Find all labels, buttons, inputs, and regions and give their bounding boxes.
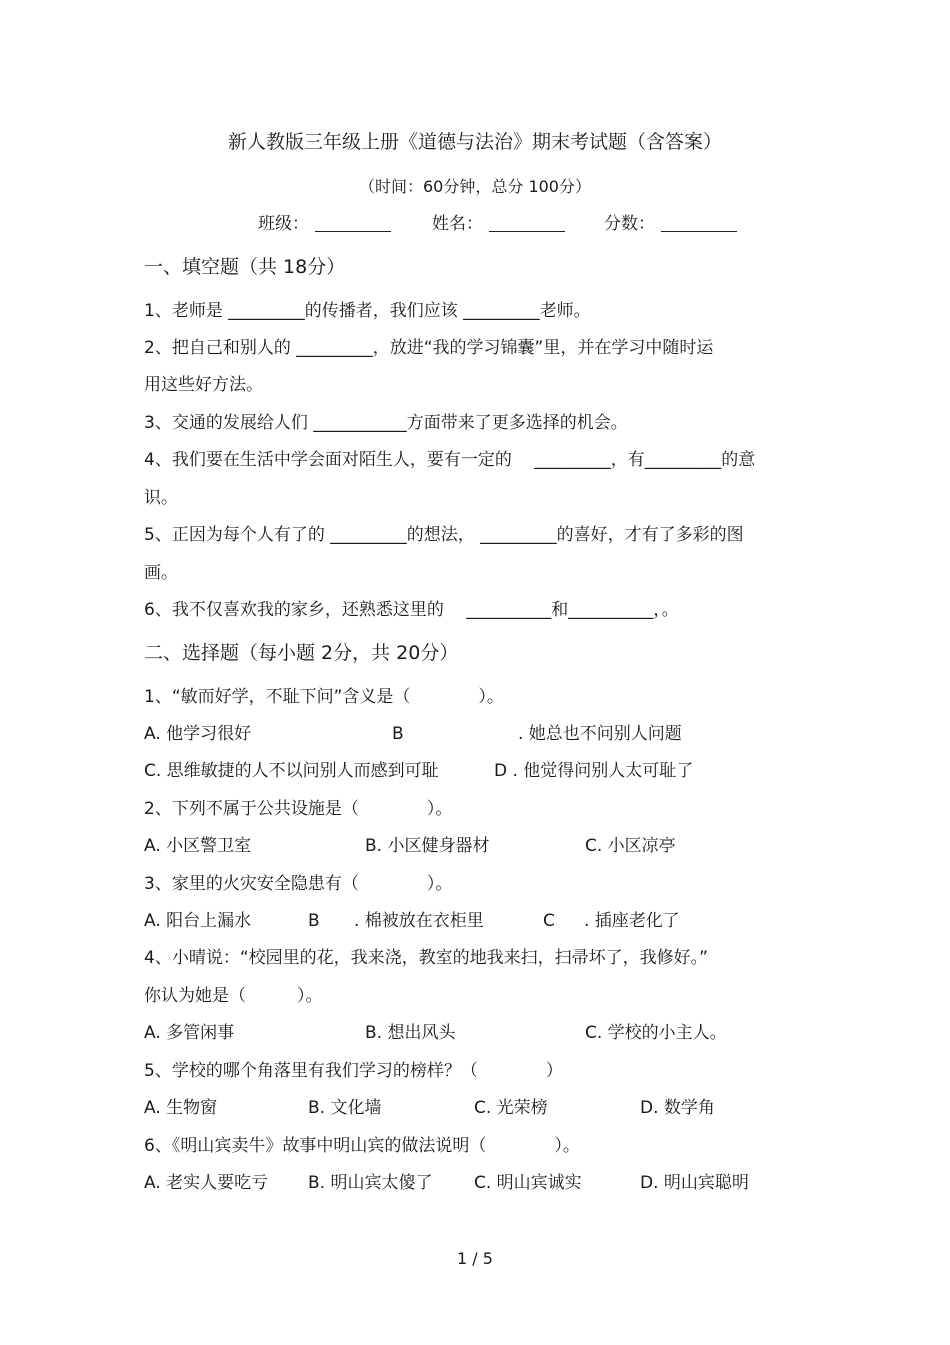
- class-field: [258, 213, 391, 235]
- q2-option-b: B. 小区健身器材: [365, 836, 490, 856]
- fill-question-4-cont: 识。: [144, 488, 178, 508]
- choice-question-3: 3、家里的火灾安全隐患有（ ）。: [144, 874, 453, 894]
- choice-question-6: 6、《明山宾卖牛》故事中明山宾的做法说明（ ）。: [144, 1136, 580, 1156]
- score-label: 分数：: [604, 214, 655, 234]
- q1-option-b-text: . 她总也不问别人问题: [518, 724, 682, 744]
- q5-option-d: D. 数学角: [640, 1098, 715, 1118]
- section-heading-choice: 二、选择题（每小题 2分，共 20分）: [144, 642, 459, 664]
- q4-option-c: C. 学校的小主人。: [585, 1023, 727, 1043]
- page-number: 1 / 5: [457, 1249, 493, 1268]
- section-heading-fill-blank: 一、填空题（共 18分）: [144, 256, 346, 278]
- q6-option-c: C. 明山宾诚实: [474, 1173, 582, 1193]
- page-title: 新人教版三年级上册《道德与法治》期末考试题（含答案）: [227, 131, 722, 153]
- exam-time-and-score: （时间：60分钟，总分 100分）: [359, 177, 591, 196]
- q1-option-a: A. 他学习很好: [144, 724, 252, 744]
- fill-question-1: 1、老师是 _________的传播者，我们应该 _________老师。: [144, 301, 591, 321]
- fill-question-5: 5、正因为每个人有了的 _________的想法， _________的喜好，才有了多彩的图: [144, 525, 744, 545]
- q5-option-c: C. 光荣榜: [474, 1098, 548, 1118]
- class-blank: [315, 215, 391, 232]
- choice-question-5: 5、学校的哪个角落里有我们学习的榜样？（ ）: [144, 1061, 563, 1081]
- class-label: 班级：: [258, 214, 309, 234]
- q3-option-c-text: . 插座老化了: [584, 911, 680, 931]
- q4-option-b: B. 想出风头: [365, 1023, 456, 1043]
- q4-option-a: A. 多管闲事: [144, 1023, 235, 1043]
- name-label: 姓名：: [432, 214, 483, 234]
- name-blank: [489, 215, 565, 232]
- fill-question-2-cont: 用这些好方法。: [144, 375, 263, 395]
- choice-question-4: 4、小晴说：“校园里的花，我来浇，教室的地我来扫，扫帚坏了，我修好。”: [144, 948, 708, 968]
- q2-option-a: A. 小区警卫室: [144, 836, 252, 856]
- q1-option-b-letter: B: [392, 724, 404, 744]
- score-field: [604, 213, 737, 235]
- q3-option-b-text: . 棉被放在衣柜里: [354, 911, 484, 931]
- q3-option-a: A. 阳台上漏水: [144, 911, 252, 931]
- q3-option-c-letter: C: [543, 911, 555, 931]
- fill-question-2: 2、把自己和别人的 _________，放进“我的学习锦囊”里，并在学习中随时运: [144, 338, 714, 358]
- q1-option-c: C. 思维敏捷的人不以问别人而感到可耻: [144, 761, 439, 781]
- fill-question-4: 4、我们要在生活中学会面对陌生人，要有一定的 _________，有_________的意: [144, 450, 756, 470]
- fill-question-5-cont: 画。: [144, 563, 178, 583]
- q5-option-b: B. 文化墙: [308, 1098, 382, 1118]
- choice-question-1: 1、“敏而好学，不耻下问”含义是（ ）。: [144, 687, 504, 707]
- score-blank: [661, 215, 737, 232]
- fill-question-3: 3、交通的发展给人们 ___________方面带来了更多选择的机会。: [144, 413, 628, 433]
- q3-option-b-letter: B: [308, 911, 320, 931]
- fill-question-6: 6、我不仅喜欢我的家乡，还熟悉这里的 __________和__________，。: [144, 600, 679, 620]
- q5-option-a: A. 生物窗: [144, 1098, 218, 1118]
- q6-option-b: B. 明山宾太傻了: [308, 1173, 433, 1193]
- name-field: [432, 213, 565, 235]
- q2-option-c: C. 小区凉亭: [585, 836, 676, 856]
- q6-option-d: D. 明山宾聪明: [640, 1173, 749, 1193]
- q1-option-d: D . 他觉得问别人太可耻了: [494, 761, 694, 781]
- choice-question-4-cont: 你认为她是（ ）。: [144, 986, 323, 1006]
- choice-question-2: 2、下列不属于公共设施是（ ）。: [144, 799, 453, 819]
- q6-option-a: A. 老实人要吃亏: [144, 1173, 269, 1193]
